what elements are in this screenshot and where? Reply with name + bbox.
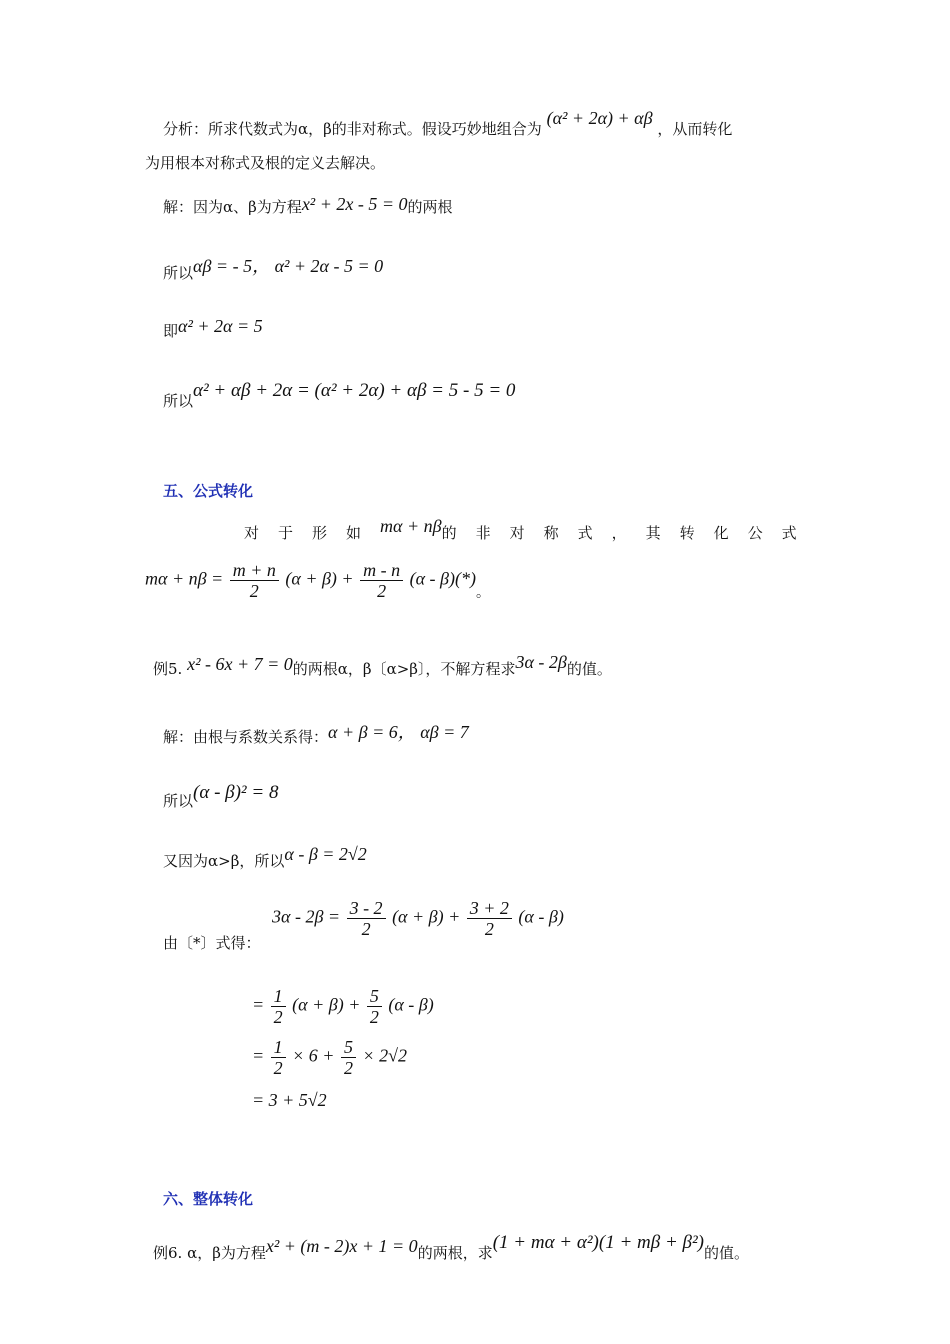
fraction-denominator: 2 [377,581,387,601]
example5-text: 的两根α，β〔α>β〕，不解方程求 [292,660,516,678]
example5-label: 例5. [153,660,183,678]
step2-middle: × 6 + [292,1045,335,1066]
solution1-line3-text: 即 [163,322,179,340]
analysis-line-1 [163,108,733,139]
step1-fraction-2 [367,986,382,1027]
analysis-line-2: 为用根本对称式及根的定义去解决。 [145,154,386,172]
example5-equation: x² - 6x + 7 = 0 [187,654,293,674]
example6-equation: x² + (m - 2)x + 1 = 0 [265,1236,418,1256]
section5-intro-expression: mα + nβ [380,516,442,536]
fraction-denominator: 2 [361,919,371,939]
solution1-line2-text: 所以 [163,264,194,282]
fraction-denominator: 2 [249,581,259,601]
step2-fraction-1 [271,1037,286,1078]
sol4-term-1: (α + β) + [392,906,461,927]
example6-label: 例6. α，β为方程 [153,1244,266,1262]
step2-tail: × 2√2 [362,1045,407,1066]
solution1-line4-equation: α² + αβ + 2α = (α² + 2α) + αβ = 5 - 5 = 0 [193,380,516,401]
example5-solution-3 [163,844,367,871]
example5-sol2-equation: (α - β)² = 8 [193,782,279,803]
solution1-line-2 [163,258,383,284]
section5-intro-text: 对于形如 [244,524,381,542]
solution1-line3-equation: α² + 2α = 5 [178,316,263,336]
section5-intro-line [244,516,816,543]
fraction-denominator: 2 [484,919,494,939]
example5-solution-4-equation [272,898,564,939]
fraction-denominator: 2 [343,1058,353,1078]
step2-eq: = [252,1045,265,1066]
step1-fraction-1 [271,986,286,1027]
example5-step-2 [252,1037,407,1078]
fraction-numerator: 1 [271,1037,286,1058]
formula-end: 。 [475,585,490,601]
example5-step-1 [252,986,434,1027]
example5-solution-1 [163,722,469,748]
solution1-tail: 的两根 [407,198,453,216]
example6-target: (1 + mα + α²)(1 + mβ + β²) [492,1232,705,1253]
formula-fraction-1 [230,560,279,601]
formula-fraction-2 [360,560,403,601]
section5-formula [145,560,490,601]
solution1-line2-equation: αβ = - 5， α² + 2α - 5 = 0 [193,256,384,276]
example6-tail: 的值。 [704,1244,750,1262]
sol4-lhs: 3α - 2β = [272,906,341,927]
solution1-line-3 [163,316,263,341]
analysis-text-tail: ，从而转化 [657,120,733,138]
example5-sol2-text: 所以 [163,792,194,810]
fraction-numerator: 3 - 2 [347,898,386,919]
example5-sol3-equation: α - β = 2√2 [284,844,367,864]
section5-intro-tail: 的非对称式，其转化公式 [441,524,816,542]
example5-solution-2 [163,782,279,812]
example5-line [153,652,612,679]
example6-text: 的两根，求 [417,1244,493,1262]
example5-sol3-text: 又因为α>β，所以 [163,852,285,870]
fraction-denominator: 2 [273,1058,283,1078]
sol4-fraction-1 [347,898,386,939]
example5-sol1-equation: α + β = 6， αβ = 7 [328,722,469,742]
fraction-denominator: 2 [273,1007,283,1027]
section5-heading: 五、公式转化 [163,482,254,500]
fraction-numerator: 3 + 2 [467,898,512,919]
section6-heading: 六、整体转化 [163,1190,254,1208]
fraction-numerator: 5 [367,986,382,1007]
sol4-fraction-2 [467,898,512,939]
formula-term-2: (α - β)(*) [409,568,476,589]
step1-eq: = [252,994,265,1015]
solution1-equation: x² + 2x - 5 = 0 [301,194,408,214]
fraction-numerator: m + n [230,560,279,581]
step1-tail: (α - β) [388,994,434,1015]
fraction-numerator: 1 [271,986,286,1007]
example5-tail: 的值。 [566,660,612,678]
solution1-line-1 [163,196,453,217]
fraction-numerator: 5 [341,1037,356,1058]
step2-fraction-2 [341,1037,356,1078]
fraction-numerator: m - n [360,560,403,581]
analysis-expression: (α² + 2α) + αβ [546,108,653,128]
fraction-denominator: 2 [369,1007,379,1027]
example5-solution-4-label: 由〔*〕式得： [163,934,261,952]
example5-sol1-text: 解：由根与系数关系得： [163,728,329,746]
formula-lhs: mα + nβ = [145,568,224,589]
analysis-text: 分析：所求代数式为α，β的非对称式。假设巧妙地组合为 [163,120,542,138]
example5-step-3: = 3 + 5√2 [252,1090,327,1110]
example5-target: 3α - 2β [515,652,567,672]
sol4-term-2: (α - β) [518,906,564,927]
solution1-line4-text: 所以 [163,392,194,410]
formula-term-1: (α + β) + [285,568,354,589]
solution1-line-4 [163,380,516,412]
solution1-text: 解：因为α、β为方程 [163,198,302,216]
step1-middle: (α + β) + [292,994,361,1015]
example6-line [153,1232,750,1264]
